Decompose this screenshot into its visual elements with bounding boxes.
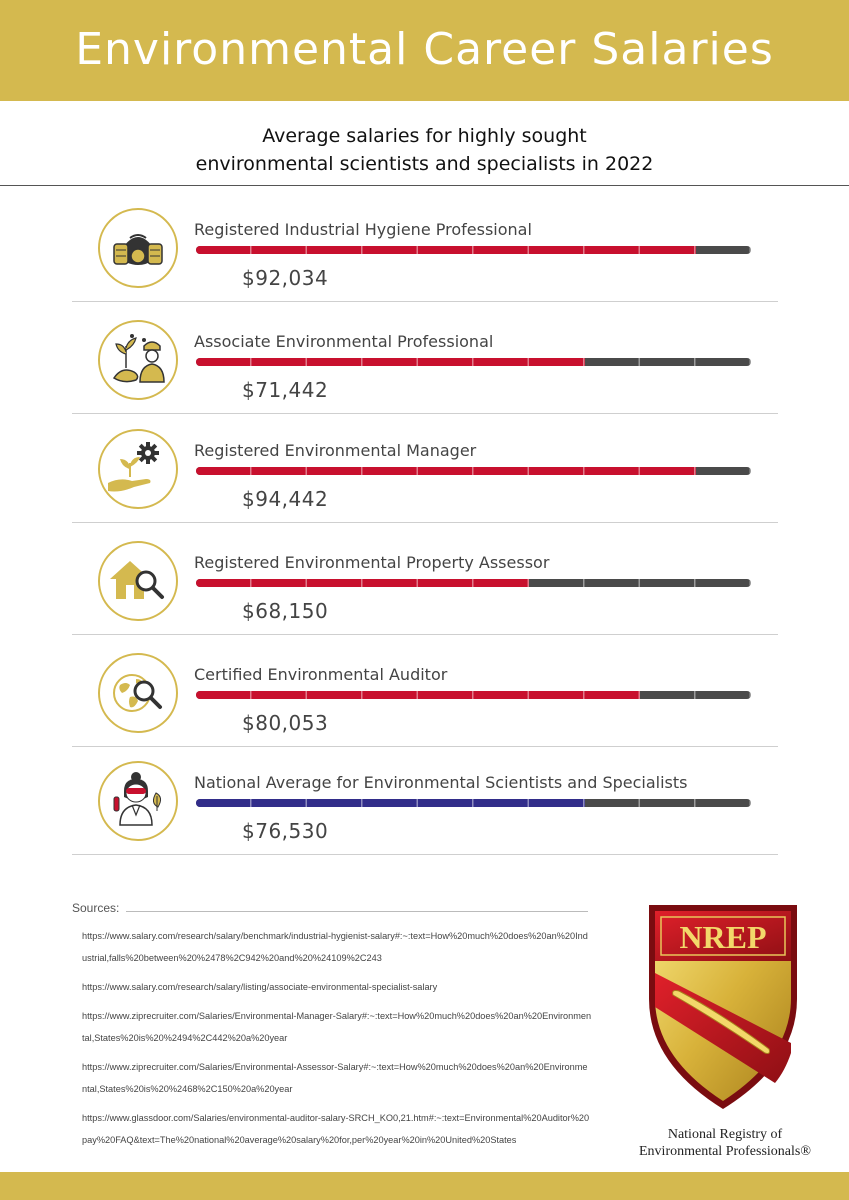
page-title: Environmental Career Salaries bbox=[75, 24, 774, 75]
career-title: Registered Industrial Hygiene Professional bbox=[194, 220, 532, 239]
source-link[interactable]: https://www.salary.com/research/salary/listing/associate-environmental-specialist-salary bbox=[82, 982, 438, 992]
career-row bbox=[72, 411, 778, 523]
logo-caption-line-2: Environmental Professionals® bbox=[639, 1144, 811, 1159]
footer-bar bbox=[0, 1172, 849, 1200]
career-row bbox=[72, 635, 778, 747]
sources-label: Sources: bbox=[72, 901, 120, 915]
career-title: Associate Environmental Professional bbox=[194, 332, 494, 351]
page-subtitle bbox=[0, 122, 849, 178]
salary-bar bbox=[196, 579, 751, 587]
career-row bbox=[72, 190, 778, 302]
salary-amount: $68,150 bbox=[242, 599, 329, 623]
career-title: Registered Environmental Property Assessor bbox=[194, 553, 550, 572]
salary-amount: $92,034 bbox=[242, 266, 329, 290]
career-title: Registered Environmental Manager bbox=[194, 441, 477, 460]
source-link[interactable]: https://www.glassdoor.com/Salaries/environmental-auditor-salary-SRCH_KO0,21.htm#:~:text=Environmental%20Auditor%20pay%20FAQ&text=The%20national%20average%20salary%20for,per%20year%20in%20United%20States bbox=[82, 1113, 590, 1145]
salary-bar bbox=[196, 467, 751, 475]
logo-caption bbox=[630, 1126, 820, 1160]
subtitle-line-2: environmental scientists and specialists in 2022 bbox=[195, 153, 654, 175]
salary-amount: $80,053 bbox=[242, 711, 329, 735]
career-row bbox=[72, 302, 778, 414]
salary-bar bbox=[196, 691, 751, 699]
career-row bbox=[72, 523, 778, 635]
salary-amount: $71,442 bbox=[242, 378, 329, 402]
header-banner bbox=[0, 0, 849, 101]
source-link[interactable]: https://www.ziprecruiter.com/Salaries/Environmental-Manager-Salary#:~:text=How%20much%20does%20an%20Environmental,States%20is%20%2494%2C442%20a%20year bbox=[82, 1011, 592, 1043]
respirator-mask-icon bbox=[98, 208, 178, 288]
salary-amount: $76,530 bbox=[242, 819, 329, 843]
scientist-icon bbox=[98, 761, 178, 841]
row-divider bbox=[72, 854, 778, 855]
source-link[interactable]: https://www.salary.com/research/salary/benchmark/industrial-hygienist-salary#:~:text=How%20much%20does%20an%20Industrial,falls%20between%20%2478%2C942%20and%20%24109%2C243 bbox=[82, 931, 588, 963]
sources-list bbox=[82, 925, 592, 1158]
environmental-worker-icon bbox=[98, 320, 178, 400]
career-title: National Average for Environmental Scientists and Specialists bbox=[194, 773, 688, 792]
logo-text: NREP bbox=[679, 919, 767, 955]
house-magnifier-icon bbox=[98, 541, 178, 621]
globe-magnifier-icon bbox=[98, 653, 178, 733]
hand-plant-gear-icon bbox=[98, 429, 178, 509]
career-title: Certified Environmental Auditor bbox=[194, 665, 448, 684]
header-divider bbox=[0, 185, 849, 186]
salary-bar bbox=[196, 799, 751, 807]
source-link[interactable]: https://www.ziprecruiter.com/Salaries/Environmental-Assessor-Salary#:~:text=How%20much%20does%20an%20Environmental,States%20is%20%2468%2C150%20a%20year bbox=[82, 1062, 588, 1094]
career-row bbox=[72, 743, 778, 855]
sources-divider bbox=[126, 911, 588, 912]
salary-bar bbox=[196, 358, 751, 366]
salary-amount: $94,442 bbox=[242, 487, 329, 511]
nrep-shield-logo bbox=[645, 903, 801, 1113]
subtitle-line-1: Average salaries for highly sought bbox=[262, 125, 587, 147]
logo-caption-line-1: National Registry of bbox=[667, 1127, 783, 1142]
salary-bar bbox=[196, 246, 751, 254]
